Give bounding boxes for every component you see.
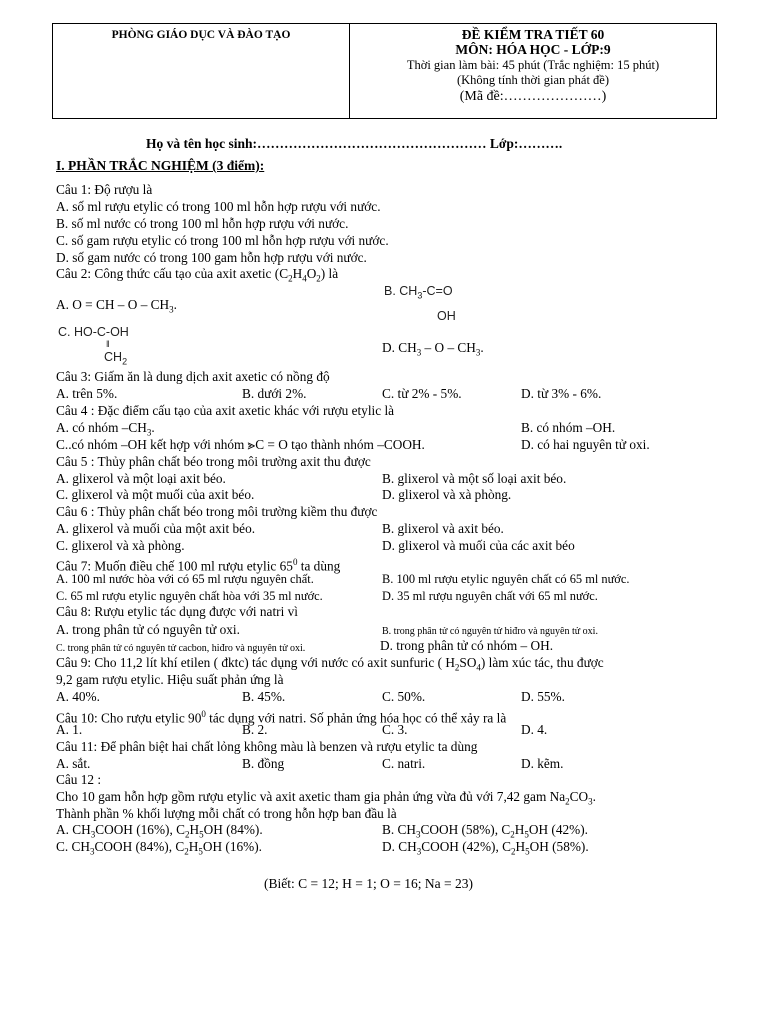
q5-stem: Câu 5 : Thủy phân chất béo trong môi trường axit thu được <box>56 454 371 469</box>
q9-option-d: D. 55%. <box>521 689 565 704</box>
q9-option-a: A. 40%. <box>56 689 100 704</box>
q3-option-b: B. dưới 2%. <box>242 386 307 401</box>
q2-option-b-top: B. $CH_3-C=O$ <box>384 284 453 301</box>
q6-stem: Câu 6 : Thủy phân chất béo trong môi trường kiềm thu được <box>56 504 378 519</box>
q4-stem: Câu 4 : Đặc điểm cấu tạo của axit axetic khác với rượu etylic là <box>56 403 395 418</box>
q11-option-a: A. sắt. <box>56 756 91 771</box>
q9-option-b: B. 45%. <box>242 689 286 704</box>
q9-stem: Câu 9: Cho 11,2 lít khí etilen ( đktc) tác dụng với nước có axit sunfuric ( $H_2SO_4$) làm xúc tác, thu được <box>56 655 604 673</box>
q8-option-b: B. trong phân tử có nguyên tử hiđro và nguyên tử oxi. <box>382 626 598 637</box>
q1-option-c: C. số gam rượu etylic có trong 100 ml hỗn hợp rượu với nước. <box>56 233 389 248</box>
q2-stem: Câu 2: Công thức cấu tạo của axit axetic $(C_2H_4O_2)$ là <box>56 266 339 284</box>
q11-option-d: D. kẽm. <box>521 756 564 771</box>
q6-option-b: B. glixerol và axit béo. <box>382 521 504 536</box>
q2-option-c-bond: ‖ <box>106 339 110 349</box>
q10-option-a: A. 1. <box>56 722 83 737</box>
q8-option-a: A. trong phân tử có nguyên tử oxi. <box>56 622 240 637</box>
q1-option-d: D. số gam nước có trong 100 gam hỗn hợp rượu với nước. <box>56 250 367 265</box>
q10-option-d: D. 4. <box>521 722 548 737</box>
exam-title: ĐỀ KIỂM TRA TIẾT 60 <box>461 27 605 42</box>
q12-option-a: A. $CH_3COOH$ (16%), $C_2H_5OH$ (84%). <box>56 822 263 840</box>
q10-option-c: C. 3. <box>382 722 408 737</box>
q6-option-a: A. glixerol và muối của một axit béo. <box>56 521 256 536</box>
q5-option-d: D. glixerol và xà phòng. <box>382 487 512 502</box>
q1-option-a: A. số ml rượu etylic có trong 100 ml hỗn hợp rượu với nước. <box>56 199 381 214</box>
q10-stem: Câu 10: Cho rượu etylic $90^0$ tác dụng với natri. Số phản ứng hóa học có thể xảy ra là <box>56 709 507 726</box>
exam-code: (Mã đề:…………………) <box>459 89 607 104</box>
q1-option-b: B. số ml nước có trong 100 ml hỗn hợp rượu với nước. <box>56 216 349 231</box>
q5-option-c: C. glixerol và một muối của axit béo. <box>56 487 255 502</box>
q6-option-c: C. glixerol và xà phòng. <box>56 538 185 553</box>
q2-option-c-top: C. HO-C-OH <box>58 325 129 339</box>
exam-subject: MÔN: HÓA HỌC - LỚP:9 <box>455 42 611 57</box>
q4-option-b: B. có nhóm –OH. <box>521 420 616 435</box>
q3-option-c: C. từ 2% - 5%. <box>382 386 462 401</box>
q7-option-b: B. 100 ml rượu etylic nguyên chất có 65 ml nước. <box>382 572 630 586</box>
q9-stem-line2: 9,2 gam rượu etylic. Hiệu suất phản ứng là <box>56 672 284 687</box>
q7-option-a: A. 100 ml nước hòa với có 65 ml rượu nguyên chất. <box>56 572 314 586</box>
section-title: I. PHẦN TRẮC NGHIỆM (3 điểm): <box>56 158 265 173</box>
q5-option-a: A. glixerol và một loại axit béo. <box>56 471 226 486</box>
q10-option-b: B. 2. <box>242 722 268 737</box>
q7-option-c: C. 65 ml rượu etylic nguyên chất hòa với 35 ml nước. <box>56 589 323 603</box>
q9-option-c: C. 50%. <box>382 689 426 704</box>
q11-option-b: B. đồng <box>242 756 285 771</box>
q12-option-c: C. $CH_3COOH$ (84%), $C_2H_5OH$ (16%). <box>56 839 262 857</box>
q8-option-d: D. trong phân tử có nhóm – OH. <box>380 638 554 653</box>
q3-option-d: D. từ 3% - 6%. <box>521 386 602 401</box>
q8-option-c: C. trong phân tử có nguyên tử cacbon, hiđro và nguyên tử oxi. <box>56 643 306 654</box>
q7-option-d: D. 35 ml rượu nguyên chất với 65 ml nước. <box>382 589 598 603</box>
q12-line1: Cho 10 gam hỗn hợp gồm rượu etylic và axit axetic tham gia phản ứng vừa đủ với 7,42 gam $Na_2CO_3$. <box>56 789 596 807</box>
atomic-mass-note: (Biết: C = 12; H = 1; O = 16; Na = 23) <box>264 876 473 891</box>
q7-stem: Câu 7: Muốn điều chế 100 ml rượu etylic $65^0$ ta dùng <box>56 557 341 574</box>
q5-option-b: B. glixerol và một số loại axit béo. <box>382 471 567 486</box>
student-line: Họ và tên học sinh:…………………………………………… Lớp:………. <box>146 136 563 151</box>
q2-option-d: D. $CH_3$ – O – $CH_3$. <box>382 340 484 358</box>
q4-option-d: D. có hai nguyên tử oxi. <box>521 437 650 452</box>
q2-option-b-bottom: OH <box>437 309 456 323</box>
q1-stem: Câu 1: Độ rượu là <box>56 182 153 197</box>
q11-stem: Câu 11: Để phân biệt hai chất lỏng không màu là benzen và rượu etylic ta dùng <box>56 739 478 754</box>
header-box <box>52 23 717 119</box>
q11-option-c: C. natri. <box>382 756 426 771</box>
department-name: PHÒNG GIÁO DỤC VÀ ĐÀO TẠO <box>53 24 350 118</box>
q6-option-d: D. glixerol và muối của các axit béo <box>382 538 575 553</box>
q12-option-b: B. $CH_3COOH$ (58%), $C_2H_5OH$ (42%). <box>382 822 588 840</box>
q4-option-a: A. có nhóm $-CH_3$. <box>56 420 155 438</box>
q3-option-a: A. trên 5%. <box>56 386 118 401</box>
exam-time: Thời gian làm bài: 45 phút (Trắc nghiệm: 15 phút) <box>406 58 660 72</box>
q3-stem: Câu 3: Giấm ăn là dung dịch axit axetic có nồng độ <box>56 369 330 384</box>
q8-stem: Câu 8: Rượu etylic tác dụng được với natri vì <box>56 604 298 619</box>
exam-info <box>350 24 716 118</box>
q2-option-a: A. O = CH – O – $CH_3$. <box>56 297 177 315</box>
q4-option-c: C..có nhóm –OH kết hợp với nhóm ⪢C = O tạo thành nhóm –COOH. <box>56 437 425 452</box>
q12-option-d: D. $CH_3COOH$ (42%), $C_2H_5OH$ (58%). <box>382 839 589 857</box>
q2-option-c-bottom: $CH_2$ <box>104 350 128 367</box>
q12-line2: Thành phần % khối lượng mỗi chất có trong hỗn hợp ban đầu là <box>56 806 397 821</box>
q12-stem: Câu 12 : <box>56 772 102 787</box>
exam-note: (Không tính thời gian phát đề) <box>456 73 610 87</box>
